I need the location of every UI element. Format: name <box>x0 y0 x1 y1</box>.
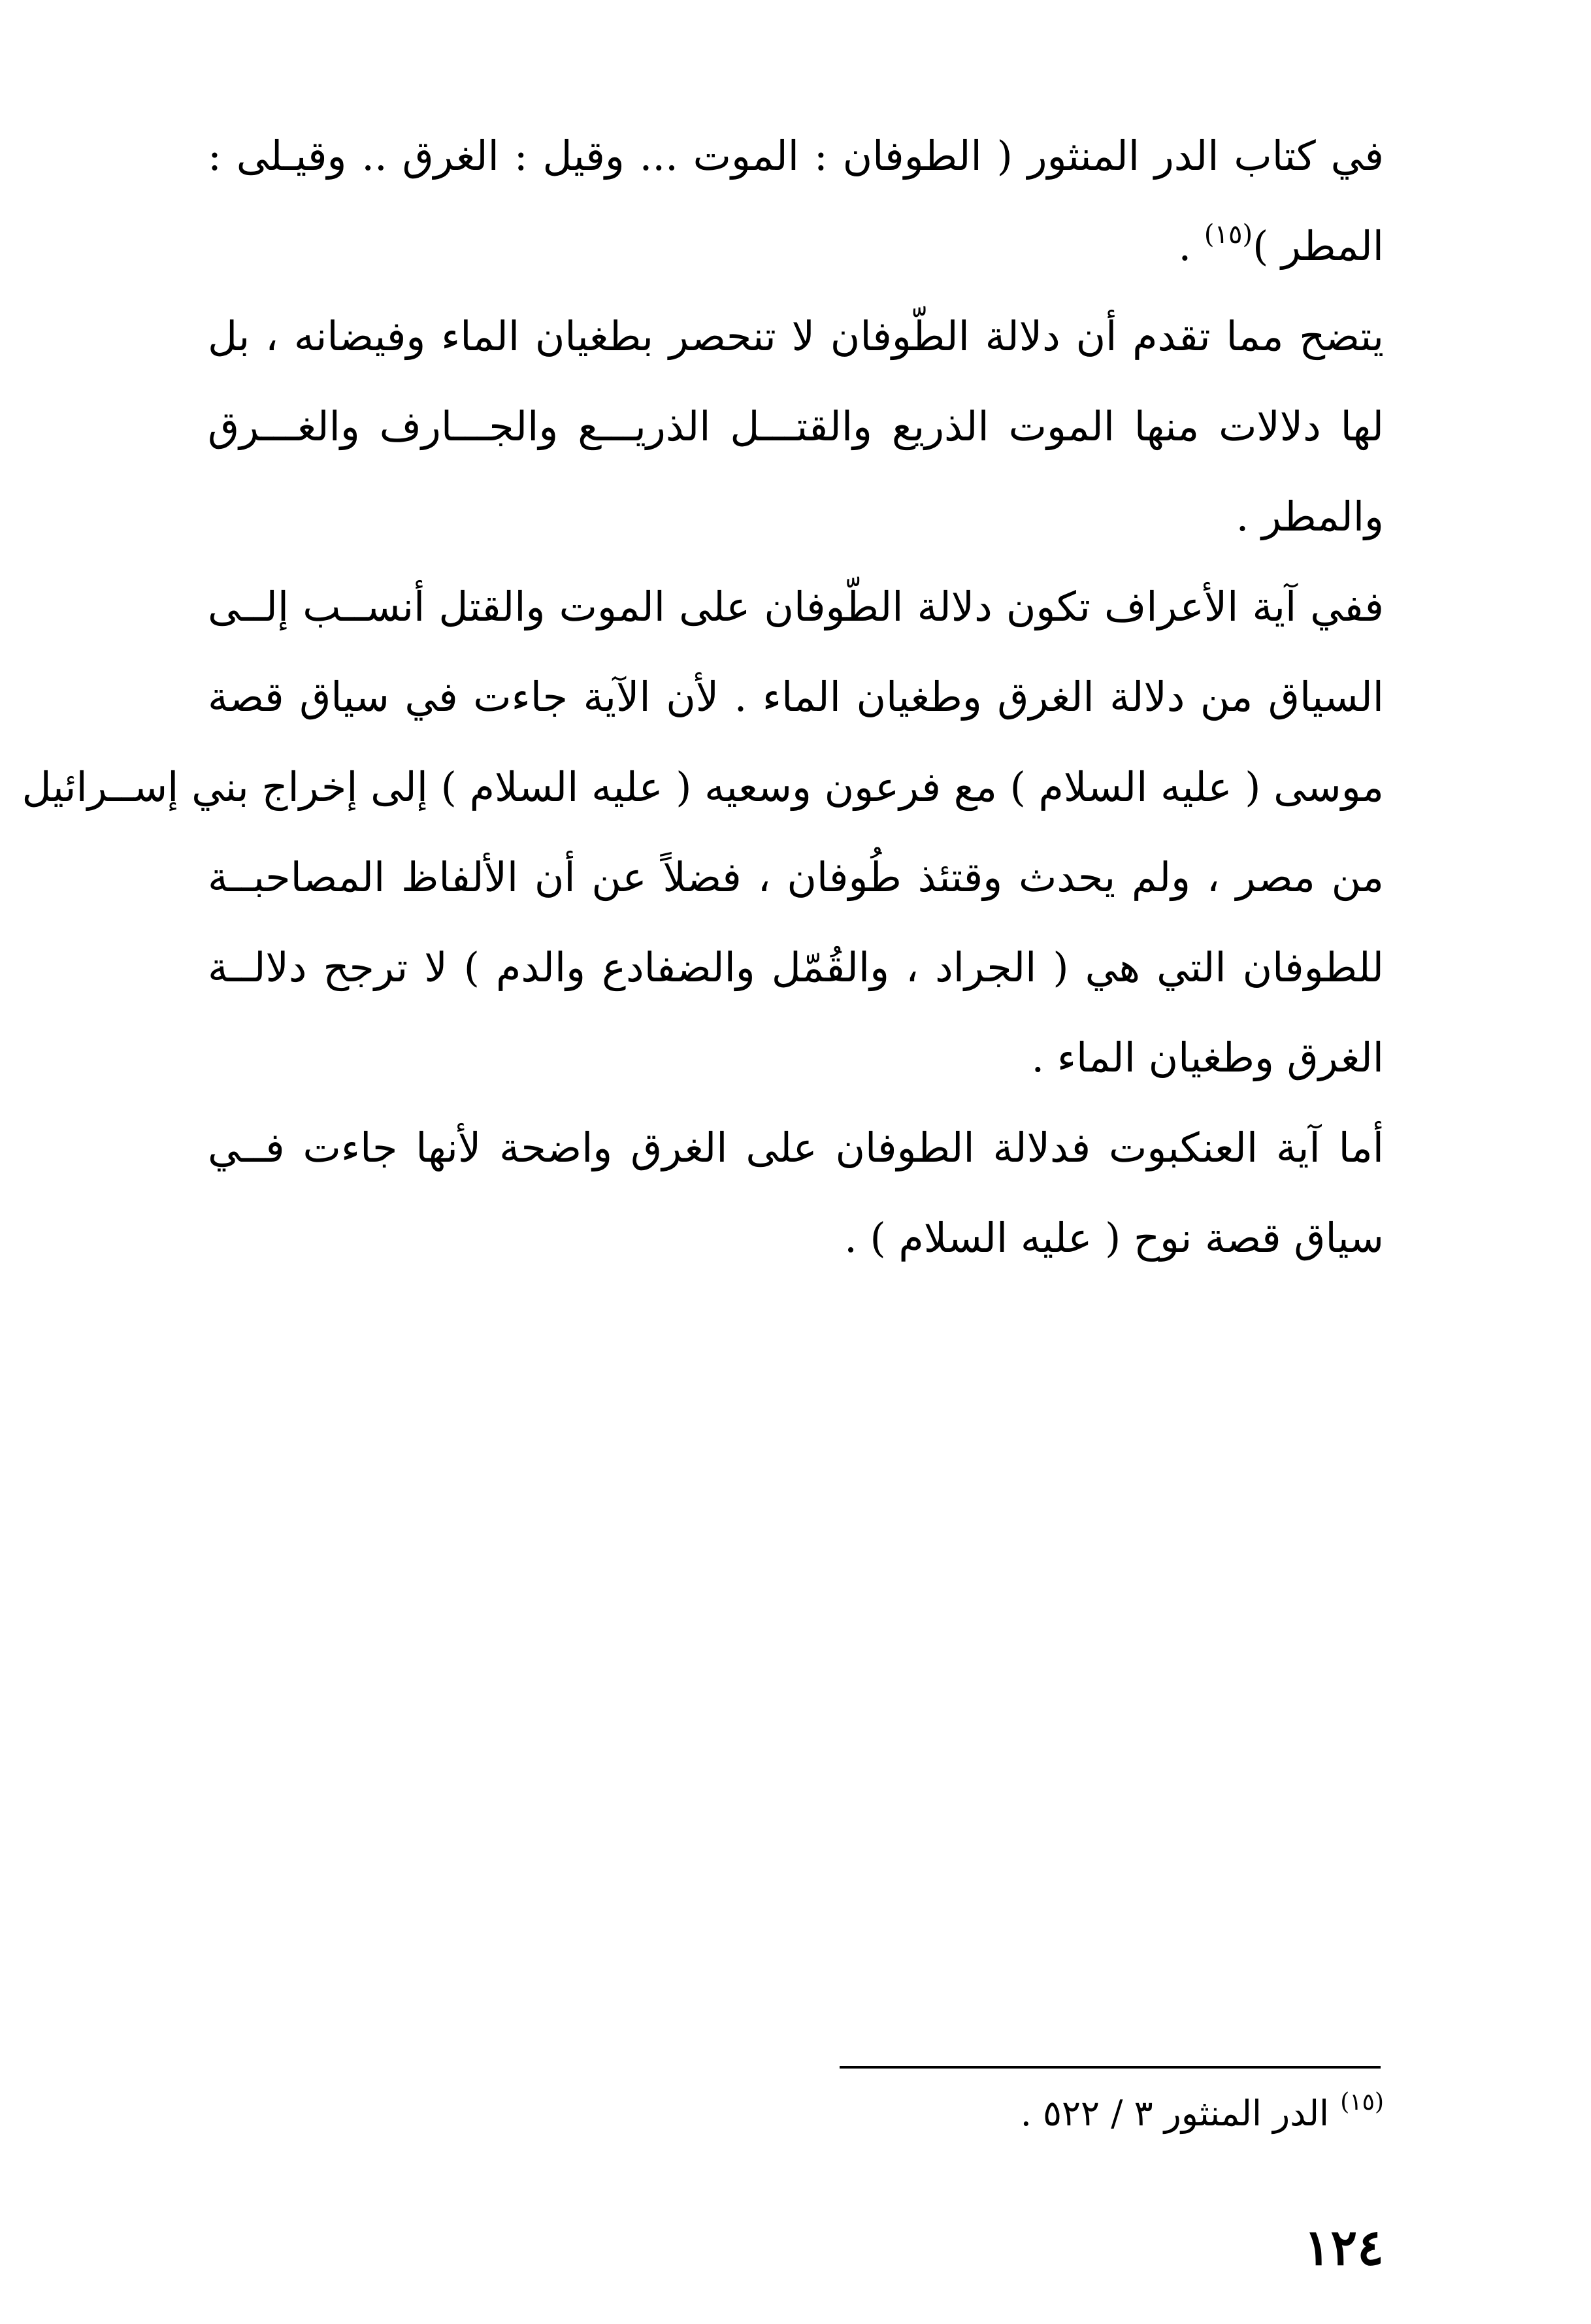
body-text <box>22 111 1384 1283</box>
paragraph-3-line-4: من مصر ، ولم يحدث وقتئذ طُوفان ، فضلاً عن أن الألفاظ المصاحبــة <box>208 853 1384 901</box>
paragraph-2-line-3: والمطر . <box>1236 493 1384 540</box>
paragraph-4-line-2: سياق قصة نوح ( عليه السلام ) . <box>844 1214 1384 1262</box>
footnote-number: (١٥) <box>1340 2089 1384 2116</box>
paragraph-3-line-1: ففي آية الأعراف تكون دلالة الطّوفان على الموت والقتل أنســب إلــى <box>208 583 1384 630</box>
paragraph-1-line-1: في كتاب الدر المنثور ( الطوفان : الموت ... وقيل : الغرق .. وقيـلى : <box>208 132 1384 180</box>
paragraph-3-line-3: موسى ( عليه السلام ) مع فرعون وسعيه ( عليه السلام ) إلى إخراج بني إســرائيل <box>22 763 1384 811</box>
page-number: ١٢٤ <box>1304 2218 1384 2276</box>
paragraph-2-line-1: يتضح مما تقدم أن دلالة الطّوفان لا تنحصر بطغيان الماء وفيضانه ، بل <box>208 312 1384 360</box>
footnote <box>653 2078 1384 2150</box>
paragraph-1-line-2-text: المطر ) <box>1253 222 1384 270</box>
paragraph-1-line-2 <box>208 201 1384 291</box>
paragraph-4-line-1: أما آية العنكبوت فدلالة الطوفان على الغرق واضحة لأنها جاءت فــي <box>208 1124 1384 1171</box>
footnote-divider <box>840 2066 1381 2069</box>
paragraph-3-line-5: للطوفان التي هي ( الجراد ، والقُمّل والضفادع والدم ) لا ترجح دلالــة <box>208 943 1384 991</box>
footnote-reference: (١٥) <box>1204 220 1253 250</box>
footnote-text: الدر المنثور ٣ / ٥٢٢ . <box>1020 2093 1341 2134</box>
paragraph-3-line-6: الغرق وطغيان الماء . <box>1031 1034 1384 1081</box>
paragraph-2-line-2: لها دلالات منها الموت الذريع والقتـــل الذريـــع والجـــارف والغـــرق <box>208 402 1384 450</box>
paragraph-1-line-2-end: . <box>1178 222 1204 270</box>
paragraph-3-line-2: السياق من دلالة الغرق وطغيان الماء . لأن الآية جاءت في سياق قصة <box>208 673 1384 721</box>
